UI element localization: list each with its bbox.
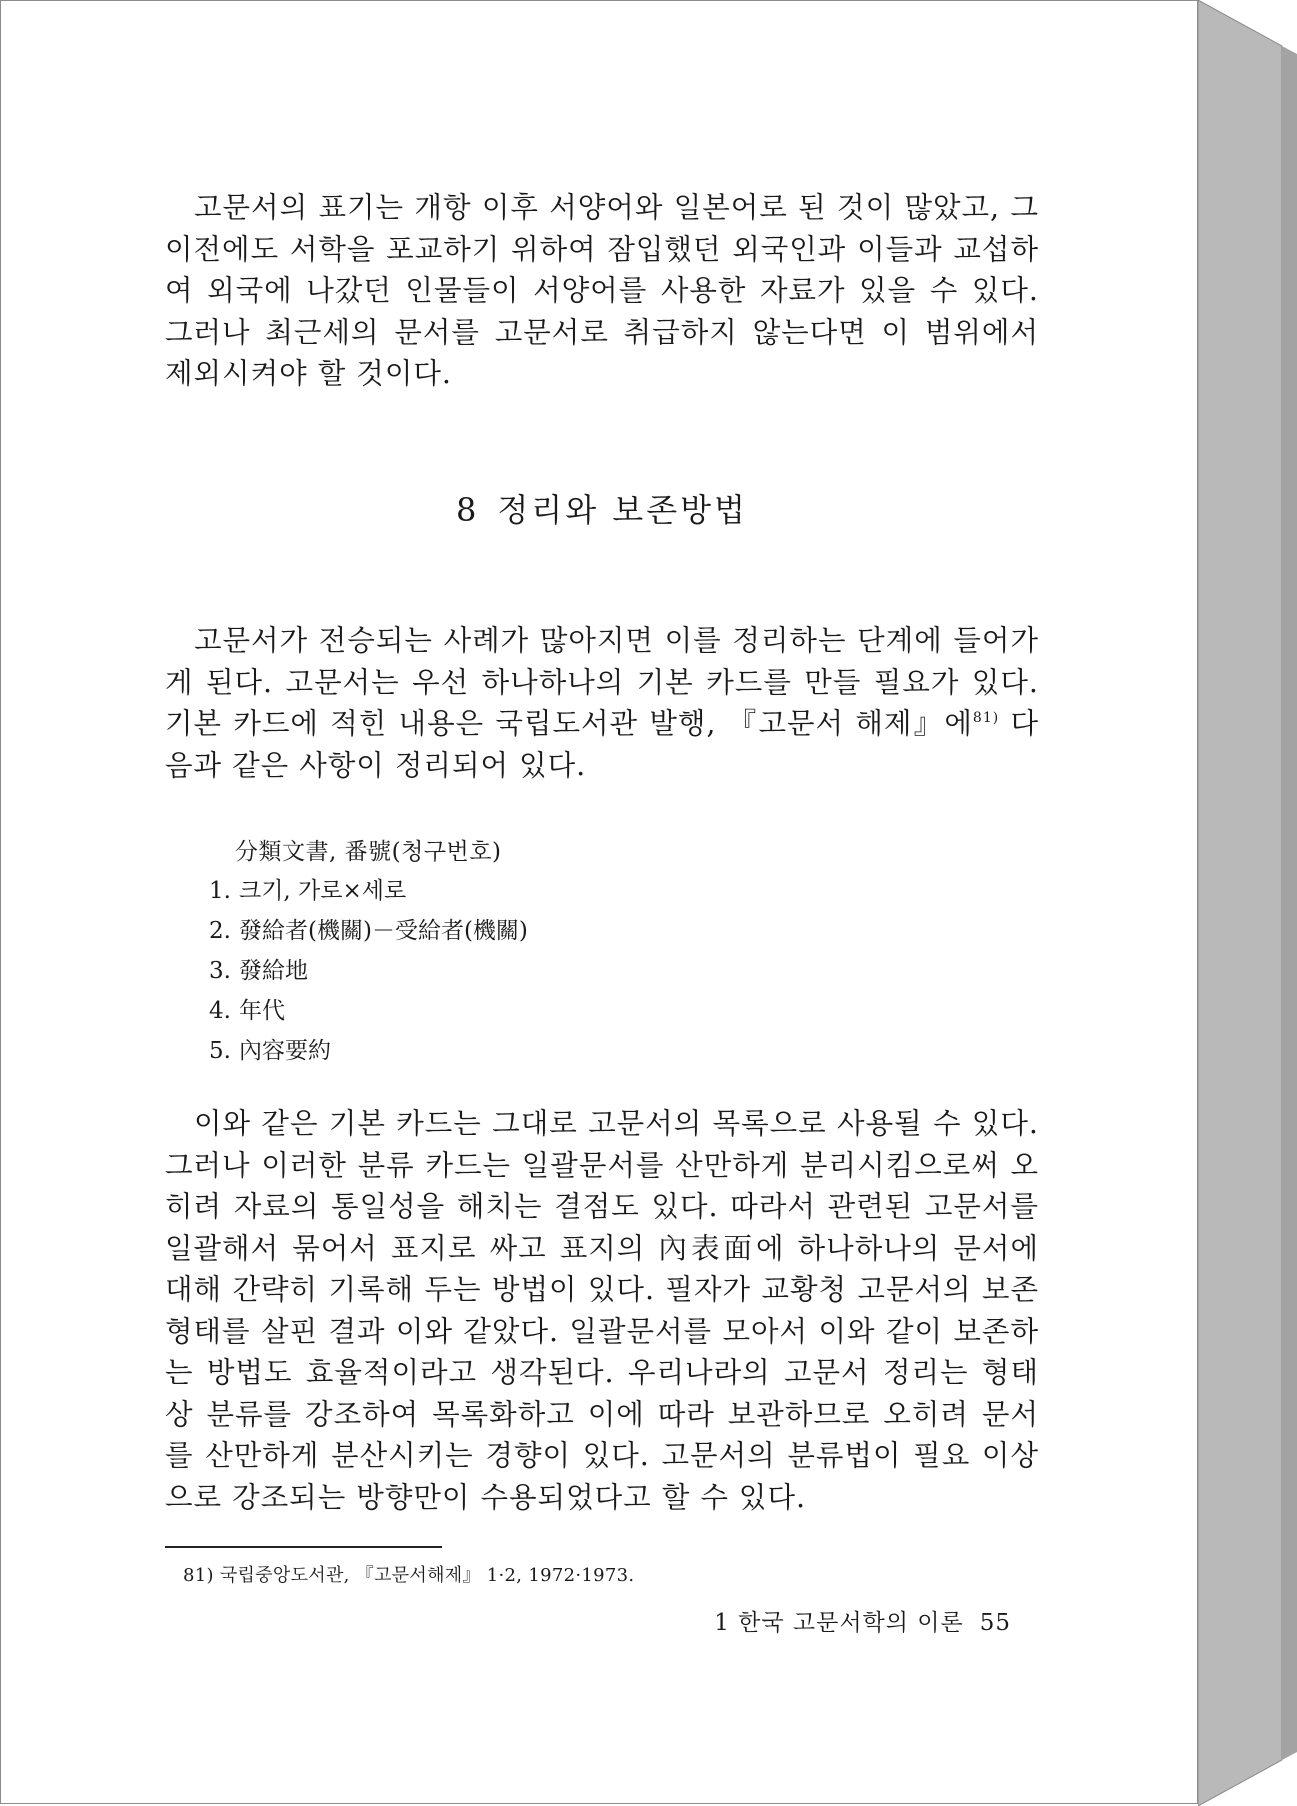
list-item-number: 4. <box>209 998 231 1024</box>
list-item <box>209 951 528 991</box>
list-item-number: 5. <box>209 1038 231 1064</box>
paragraph-2-text-after: 다음과 같은 사항이 정리되어 있다. <box>165 707 1039 782</box>
list-item <box>209 991 528 1031</box>
list-item-number: 3. <box>209 958 231 984</box>
card-field-list <box>209 871 528 1071</box>
body-paragraph-1: 고문서의 표기는 개항 이후 서양어와 일본어로 된 것이 많았고, 그 이전에도 서학을 포교하기 위하여 잠입했던 외국인과 이들과 교섭하여 외국에 나갔던 인물들이 서양어를 사용한 자료가 있을 수 있다. 그러나 최근세의 문서를 고문서로 취급하지 않는다면 이 범위에서 제외시켜야 할 것이다. <box>165 191 1039 390</box>
running-footer <box>714 1604 1011 1637</box>
footnote: 81) 국립중앙도서관, 『고문서해제』 1·2, 1972·1973. <box>183 1565 635 1586</box>
list-item <box>209 871 528 911</box>
section-heading <box>165 485 1039 531</box>
list-item-text: 發給者(機關)－受給者(機關) <box>239 918 528 944</box>
section-number: 8 <box>456 491 480 529</box>
book-edge-decoration <box>1198 0 1297 1806</box>
footnote-divider <box>165 1546 442 1548</box>
list-item-number: 2. <box>209 918 231 944</box>
list-item-text: 年代 <box>239 998 285 1024</box>
list-item-text: 內容要約 <box>239 1038 331 1064</box>
footer-chapter-title: 1 한국 고문서학의 이론 <box>714 1610 964 1636</box>
paragraph-2-text-before: 고문서가 전승되는 사례가 많아지면 이를 정리하는 단계에 들어가게 된다. 고문서는 우선 하나하나의 기본 카드를 만들 필요가 있다. 기본 카드에 적힌 내용은 국립도서관 발행, 『고문서 해제』에 <box>165 624 1039 740</box>
page-number: 55 <box>979 1610 1011 1636</box>
list-item <box>209 911 528 951</box>
card-list-heading: 分類文書, 番號(청구번호) <box>235 839 502 865</box>
list-item-text: 크기, 가로×세로 <box>239 878 407 904</box>
list-item-number: 1. <box>209 878 231 904</box>
section-title-text: 정리와 보존방법 <box>497 491 748 529</box>
list-item-text: 發給地 <box>239 958 308 984</box>
footnote-reference: 81) <box>972 710 1000 726</box>
body-paragraph-2 <box>165 620 1039 786</box>
list-item <box>209 1031 528 1071</box>
body-paragraph-3: 이와 같은 기본 카드는 그대로 고문서의 목록으로 사용될 수 있다. 그러나 이러한 분류 카드는 일괄문서를 산만하게 분리시킴으로써 오히려 자료의 통일성을 해치는 결점도 있다. 따라서 관련된 고문서를 일괄해서 묶어서 표지로 싸고 표지의 內表面에 하나하나의 문서에 대해 간략히 기록해 두는 방법이 있다. 필자가 교황청 고문서의 보존형태를 살핀 결과 이와 같았다. 일괄문서를 모아서 이와 같이 보존하는 방법도 효율적이라고 생각된다. 우리나라의 고문서 정리는 형태상 분류를 강조하여 목록화하고 이에 따라 보관하므로 오히려 문서를 산만하게 분산시키는 경향이 있다. 고문서의 분류법이 필요 이상으로 강조되는 방향만이 수용되었다고 할 수 있다. <box>165 1107 1039 1514</box>
